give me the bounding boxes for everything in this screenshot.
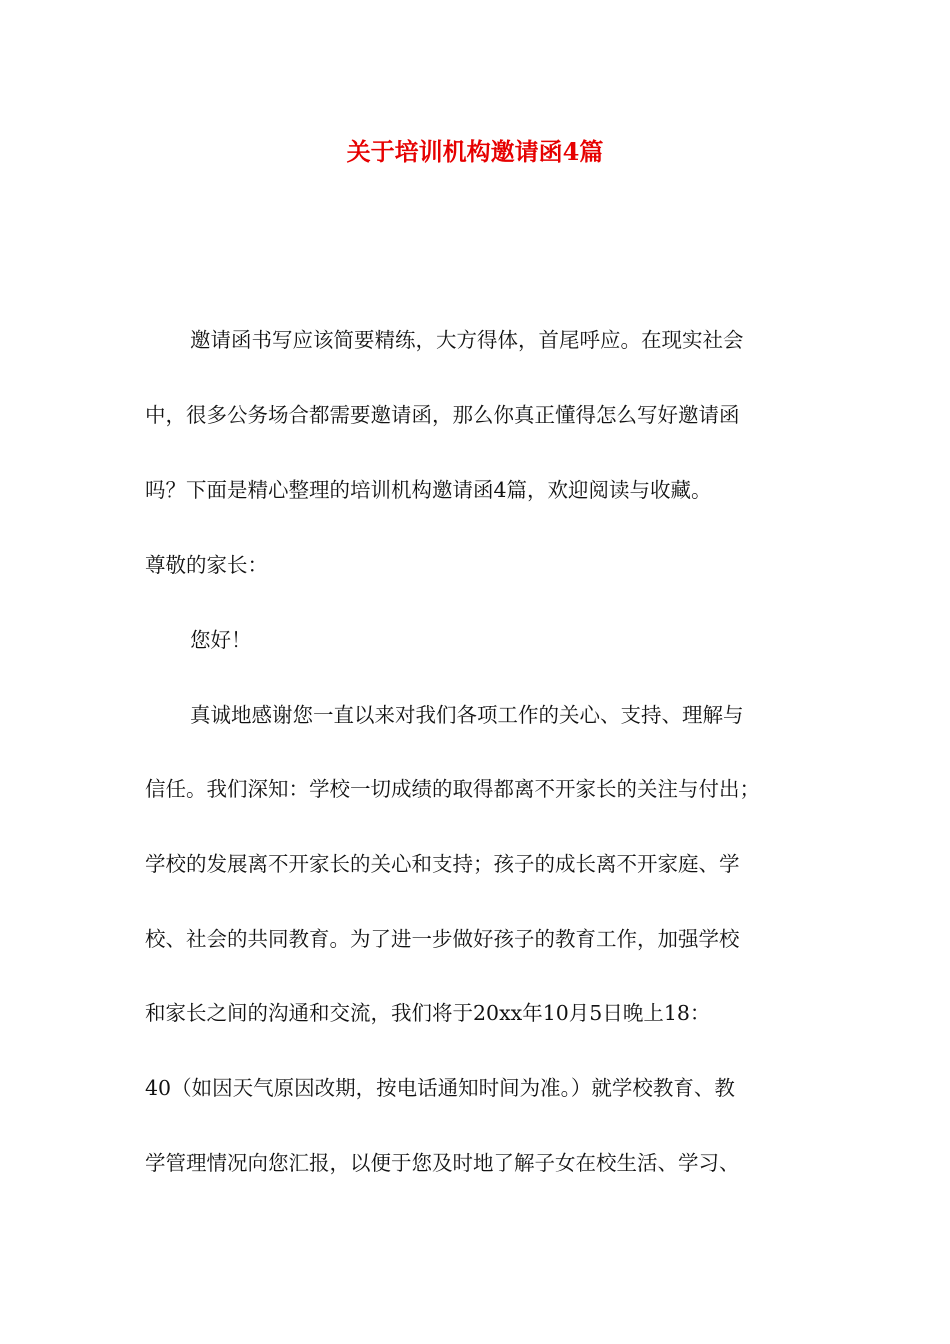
body-line-3: 学校的发展离不开家长的关心和支持；孩子的成长离不开家庭、学 [145, 852, 740, 876]
body-line-5: 和家长之间的沟通和交流，我们将于20xx年10月5日晚上18： [145, 1001, 711, 1025]
body-line-7: 学管理情况向您汇报，以便于您及时地了解子女在校生活、学习、 [145, 1151, 740, 1175]
intro-line-1: 邀请函书写应该简要精练，大方得体，首尾呼应。在现实社会 [190, 328, 744, 352]
body-line-1: 真诚地感谢您一直以来对我们各项工作的关心、支持、理解与 [190, 703, 744, 727]
body-line-6: 40（如因天气原因改期，按电话通知时间为准。）就学校教育、教 [145, 1076, 735, 1100]
intro-line-2: 中，很多公务场合都需要邀请函，那么你真正懂得怎么写好邀请函 [145, 403, 740, 427]
body-line-4: 校、社会的共同教育。为了进一步做好孩子的教育工作，加强学校 [145, 927, 740, 951]
greeting: 您好！ [190, 628, 252, 652]
intro-line-3: 吗？下面是精心整理的培训机构邀请函4篇，欢迎阅读与收藏。 [145, 478, 712, 502]
document-title: 关于培训机构邀请函4篇 [346, 137, 604, 166]
body-line-2: 信任。我们深知：学校一切成绩的取得都离不开家长的关注与付出； [145, 777, 760, 801]
salutation: 尊敬的家长： [145, 553, 268, 577]
